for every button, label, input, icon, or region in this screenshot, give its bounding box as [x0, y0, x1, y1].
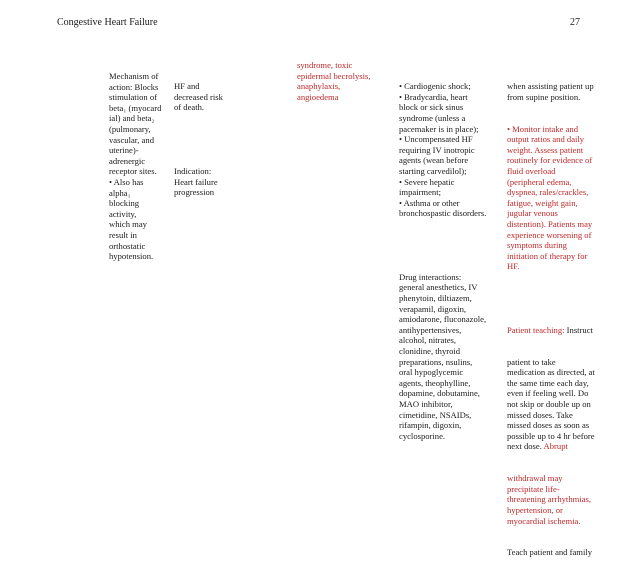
text-line: impairment;: [399, 187, 442, 198]
text-line: ial) and beta₂: [109, 113, 155, 124]
text-line: Drug interactions:: [399, 271, 462, 282]
text-line: hypotension.: [109, 251, 154, 262]
text-line: patient to take: [507, 356, 556, 367]
text-line: decreased risk: [174, 91, 223, 102]
text-line: alcohol, nitrates,: [399, 335, 457, 346]
text-line: weight. Assess patient: [507, 144, 584, 155]
text-line: missed doses as soon as: [507, 420, 590, 431]
text-line: • Cardiogenic shock;: [399, 81, 471, 92]
text-line: epidermal becrolysis,: [297, 70, 371, 81]
teaching-body: [507, 357, 595, 452]
text-line: syndrome, toxic: [297, 60, 353, 70]
page-number: 27: [570, 17, 580, 28]
teaching-heading: Patient teaching:: [507, 324, 565, 335]
text-line: even if feeling well. Do: [507, 388, 589, 399]
text-line: requiring IV inotropic: [399, 144, 475, 155]
text-line: blocking: [109, 198, 140, 209]
text-line: • Also has: [109, 176, 144, 187]
text-line: progression: [174, 187, 215, 198]
text-line: dyspnea, rales/crackles,: [507, 187, 589, 198]
drug-interactions-list: [399, 272, 486, 442]
text-line: action: Blocks: [109, 81, 159, 92]
text-line: • Severe hepatic: [399, 176, 455, 187]
text-line: Heart failure: [174, 176, 218, 187]
text-line: medication as directed, at: [507, 367, 595, 378]
text-line: beta₁ (myocard: [109, 102, 162, 113]
text-line: angioedema: [297, 91, 339, 102]
adverse-reactions-column: [297, 60, 371, 102]
text-line: activity,: [109, 208, 137, 219]
text-line: HF.: [507, 261, 520, 272]
teaching-closing: [507, 547, 595, 558]
text-line: next dose. Abrupt: [507, 441, 568, 452]
text-line: block or sick sinus: [399, 102, 464, 113]
text-line: myocardial ischemia.: [507, 515, 581, 526]
mechanism-column: [109, 71, 161, 262]
contraindications-list: [399, 81, 486, 219]
text-line: symptoms during: [507, 240, 567, 251]
text-line: adrenergic: [109, 155, 146, 166]
text-line: starting carvedilol);: [399, 165, 467, 176]
text-line: vascular, and: [109, 134, 154, 145]
text-line: (peripheral edema,: [507, 176, 572, 187]
text-line: uterine)-: [109, 145, 139, 156]
text-line: preparations, nsulins,: [399, 356, 473, 367]
indication-top: [174, 81, 223, 113]
text-line: dopamine, dobutamine,: [399, 388, 480, 399]
text-line: alpha₁: [109, 187, 131, 198]
nursing-monitor-note: [507, 124, 595, 272]
text-line: of death.: [174, 102, 205, 113]
text-line: fatigue, weight gain,: [507, 197, 578, 208]
page-header-title: Congestive Heart Failure: [57, 17, 158, 28]
contraindications-column: [399, 60, 486, 452]
text-line: oral hypoglycemic: [399, 367, 464, 378]
text-line: HF and: [174, 81, 200, 92]
text-line: threatening arrhythmias,: [507, 494, 591, 505]
text-line-tail: Abrupt: [541, 441, 568, 452]
text-line: possible up to 4 hr before: [507, 430, 595, 441]
text-line: fluid overload: [507, 165, 556, 176]
text-line: when assisting patient up: [507, 81, 594, 92]
text-line: pacemaker is in place);: [399, 123, 479, 134]
text-line: MAO inhibitor,: [399, 399, 453, 409]
text-line: antihypertensives,: [399, 324, 462, 335]
text-line: from supine position.: [507, 91, 581, 102]
text-line: • Bradycardia, heart: [399, 91, 468, 102]
indication-column: [174, 60, 223, 208]
text-line: result in: [109, 229, 137, 240]
text-line: general anesthetics, IV: [399, 282, 478, 293]
text-line: anaphylaxis,: [297, 81, 341, 92]
text-line: precipitate life-: [507, 483, 560, 494]
text-line: agents, theophylline,: [399, 377, 471, 388]
text-line: not skip or double up on: [507, 399, 591, 409]
text-line: syndrome (unless a: [399, 112, 466, 123]
text-line: Teach patient and family: [507, 547, 593, 558]
text-line: distention). Patients may: [507, 218, 593, 229]
text-line: (pulmonary,: [109, 123, 151, 134]
text-line: output ratios and daily: [507, 134, 585, 145]
text-line: verapamil, digoxin,: [399, 303, 467, 314]
teaching-heading-line: [507, 325, 595, 336]
text-line: rifampin, digoxin,: [399, 420, 462, 431]
nursing-note-a: [507, 81, 595, 102]
text-line: experience worsening of: [507, 229, 592, 240]
text-line: receptor sites.: [109, 166, 157, 177]
text-line: amiodarone, fluconazole,: [399, 314, 487, 325]
text-line: Mechanism of: [109, 71, 159, 81]
text-line: routinely for evidence of: [507, 155, 593, 166]
indication-bottom: [174, 166, 223, 198]
text-line: • Uncompensated HF: [399, 134, 473, 145]
text-line: the same time each day,: [507, 377, 589, 388]
text-line: initiation of therapy for: [507, 250, 588, 261]
text-line: clonidine, thyroid: [399, 346, 461, 357]
text-line: bronchospastic disorders.: [399, 208, 487, 219]
nursing-column: [507, 60, 595, 569]
text-line: phenytoin, diltiazem,: [399, 293, 472, 304]
text-line: withdrawal may: [507, 473, 563, 484]
text-line: hypertension, or: [507, 504, 563, 515]
text-line: orthostatic: [109, 240, 146, 251]
text-line: stimulation of: [109, 92, 157, 103]
teaching-heading-rest: Instruct: [564, 324, 593, 335]
text-line: Indication:: [174, 165, 212, 176]
text-line: missed doses. Take: [507, 409, 573, 420]
text-line: cyclosporine.: [399, 430, 446, 441]
teaching-warning: [507, 473, 595, 526]
text-line: agents (wean before: [399, 155, 469, 166]
text-line: • Asthma or other: [399, 197, 460, 208]
text-line: • Monitor intake and: [507, 123, 579, 134]
text-line: which may: [109, 219, 147, 230]
text-line: jugular venous: [507, 208, 558, 219]
text-line: cimetidine, NSAIDs,: [399, 409, 472, 420]
